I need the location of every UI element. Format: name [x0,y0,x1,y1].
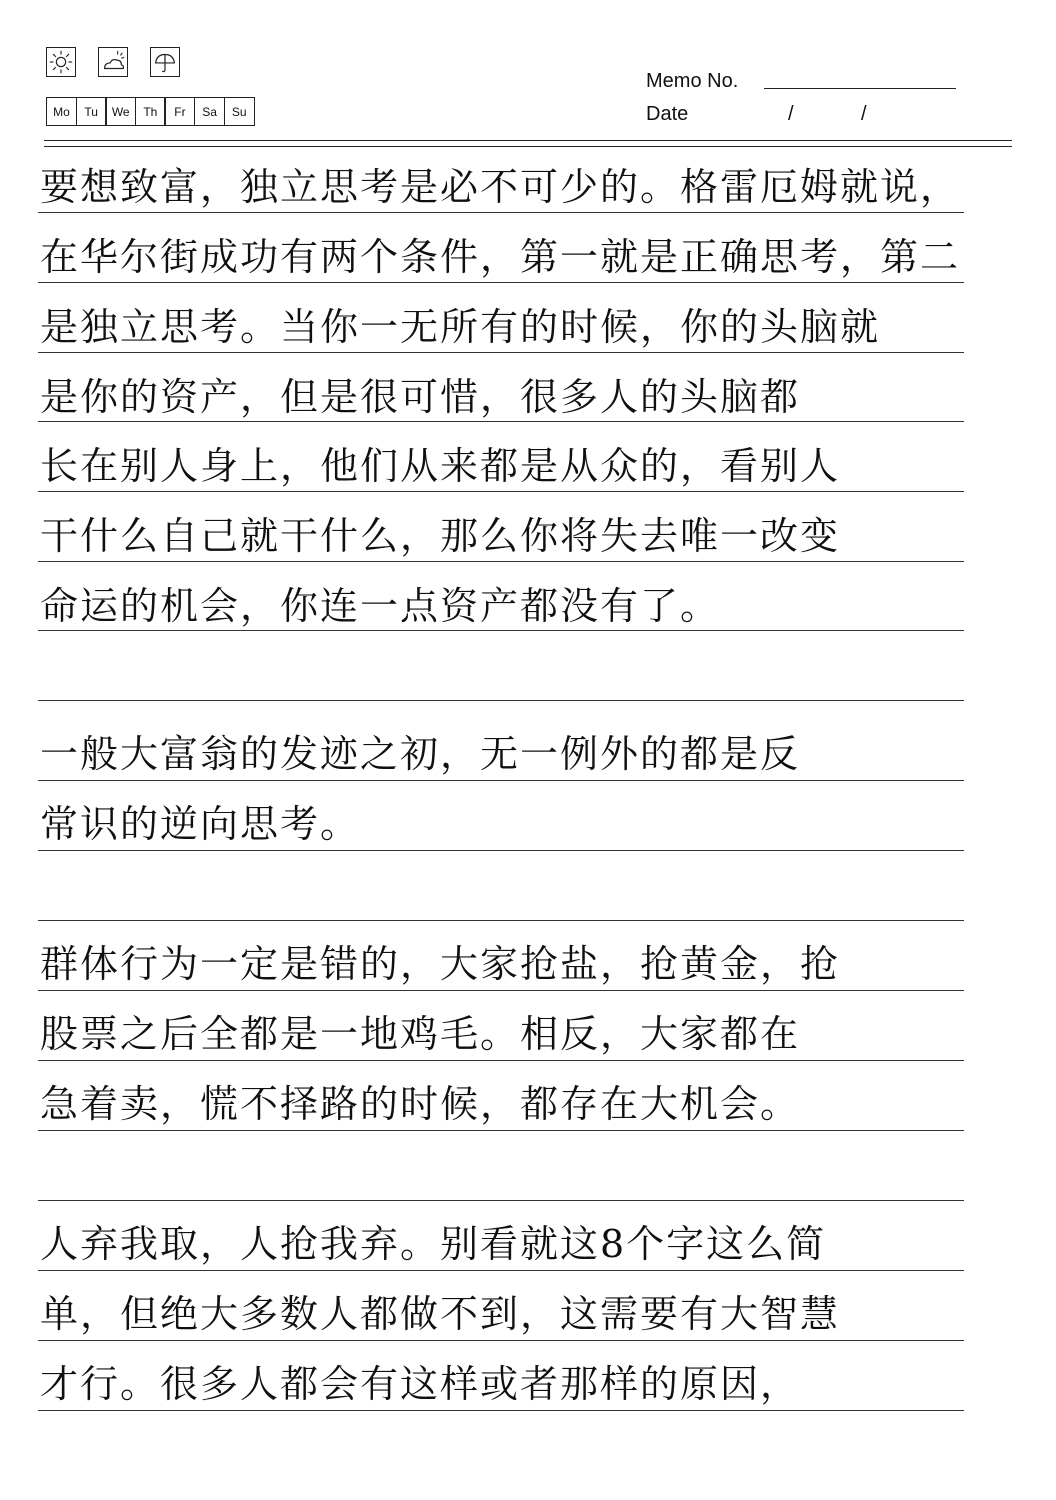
ruled-line [38,282,964,283]
text-line: 命运的机会，你连一点资产都没有了。 [40,584,721,628]
text-line: 单，但绝大多数人都做不到，这需要有大智慧 [40,1292,841,1336]
text-line: 长在别人身上，他们从来都是从众的，看别人 [40,444,841,488]
ruled-line [38,1130,964,1131]
text-line: 要想致富，独立思考是必不可少的。格雷厄姆就说， [40,165,961,209]
text-line: 急着卖，慌不择路的时候，都存在大机会。 [40,1082,801,1126]
ruled-line [38,1060,964,1061]
weather-icons [46,47,180,77]
ruled-line [38,491,964,492]
ruled-line [38,920,964,921]
weekday-selector [46,97,253,126]
day-sa: Sa [194,97,225,126]
text-line: 是独立思考。当你一无所有的时候，你的头脑就 [40,305,881,349]
memo-label: Memo No. [646,70,739,92]
ruled-line [38,780,964,781]
header-rule [44,140,1012,141]
sun-icon [46,47,76,77]
ruled-line [38,1340,964,1341]
text-line: 群体行为一定是错的，大家抢盐，抢黄金，抢 [40,942,841,986]
ruled-line [38,990,964,991]
ruled-line [38,352,964,353]
text-line: 人弃我取，人抢我弃。别看就这8个字这么简 [40,1222,827,1266]
date-separator: / [861,103,867,125]
text-line: 股票之后全都是一地鸡毛。相反，大家都在 [40,1012,801,1056]
umbrella-icon [150,47,180,77]
ruled-line [38,1200,964,1201]
date-separator: / [788,103,794,125]
day-su: Su [224,97,255,126]
day-tu: Tu [76,97,107,126]
ruled-line [38,700,964,701]
partly-cloudy-icon [98,47,128,77]
text-line: 才行。很多人都会有这样或者那样的原因， [40,1362,801,1406]
text-line: 一般大富翁的发迹之初，无一例外的都是反 [40,732,801,776]
text-line: 常识的逆向思考。 [40,802,361,846]
day-we: We [105,97,136,126]
ruled-line [38,850,964,851]
ruled-line [38,212,964,213]
date-label: Date [646,103,689,125]
ruled-line [38,1270,964,1271]
ruled-line [38,1410,964,1411]
ruled-line [38,421,964,422]
text-line: 是你的资产，但是很可惜，很多人的头脑都 [40,375,801,419]
text-line: 在华尔街成功有两个条件，第一就是正确思考，第二 [40,235,961,279]
day-mo: Mo [46,97,77,126]
day-th: Th [135,97,166,126]
ruled-line [38,630,964,631]
day-fr: Fr [164,97,195,126]
text-line: 干什么自己就干什么，那么你将失去唯一改变 [40,514,841,558]
memo-number-field [764,88,956,89]
header-rule [44,146,1012,147]
ruled-line [38,561,964,562]
